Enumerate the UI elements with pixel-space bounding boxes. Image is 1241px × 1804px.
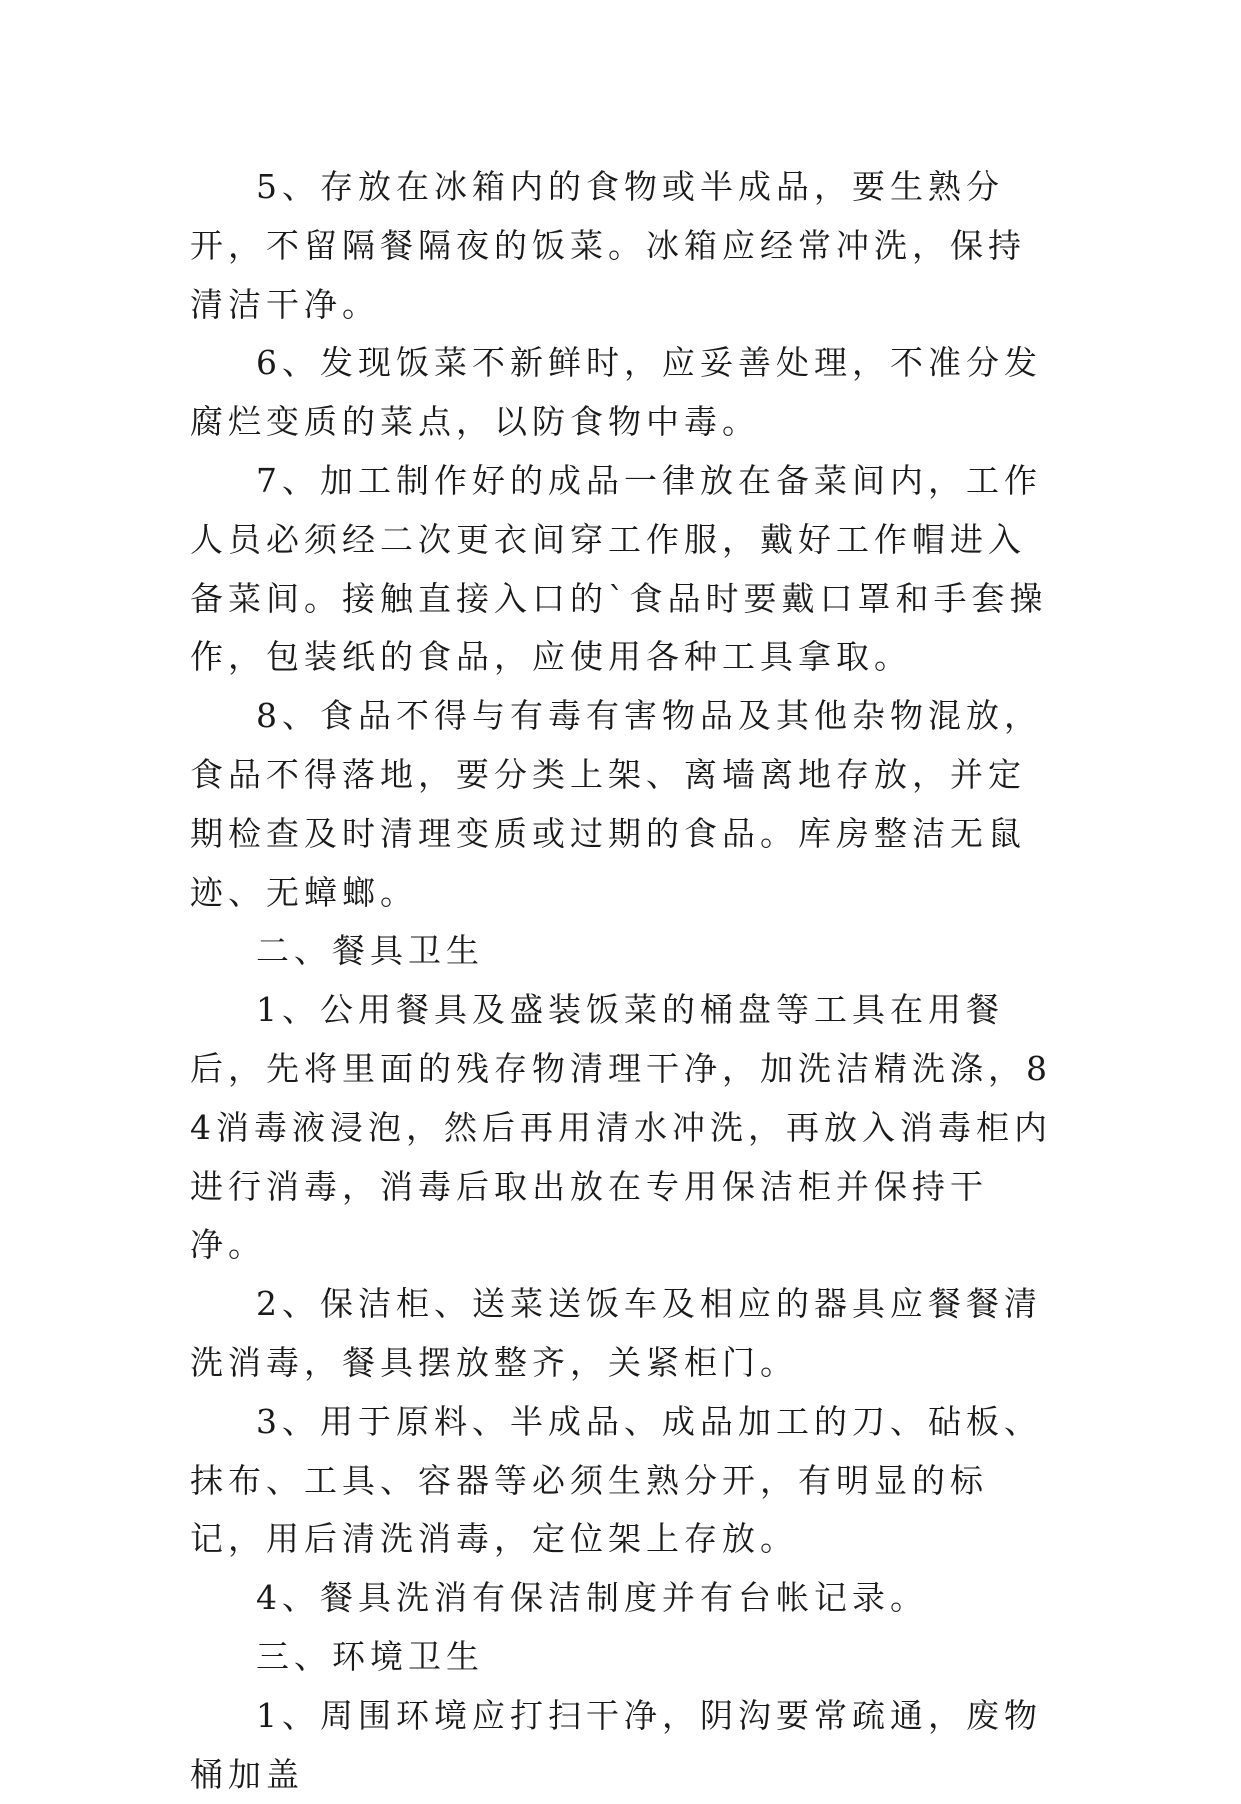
paragraph-item-8: 8、食品不得与有毒有害物品及其他杂物混放，食品不得落地，要分类上架、离墙离地存放，并定期检查及时清理变质或过期的食品。库房整洁无鼠迹、无蟑螂。	[190, 696, 1042, 912]
section-heading-tableware-hygiene: 二、餐具卫生	[256, 931, 484, 971]
paragraph-environment-1: 1、周围环境应打扫干净，阴沟要常疏通，废物桶加盖	[190, 1695, 1042, 1794]
paragraph-tableware-3: 3、用于原料、半成品、成品加工的刀、砧板、抹布、工具、容器等必须生熟分开，有明显的标记，用后清洗消毒，定位架上存放。	[190, 1401, 1042, 1559]
paragraph-item-7: 7、加工制作好的成品一律放在备菜间内，工作人员必须经二次更衣间穿工作服，戴好工作帽进入备菜间。接触直接入口的`食品时要戴口罩和手套操作，包装纸的食品，应使用各种工具拿取。	[190, 460, 1048, 677]
paragraph-tableware-2: 2、保洁柜、送菜送饭车及相应的器具应餐餐清洗消毒，餐具摆放整齐，关紧柜门。	[190, 1284, 1042, 1382]
paragraph-tableware-4: 4、餐具洗消有保洁制度并有台帐记录。	[256, 1578, 928, 1618]
paragraph-item-6: 6、发现饭菜不新鲜时，应妥善处理，不准分发腐烂变质的菜点，以防食物中毒。	[190, 343, 1042, 442]
document-body	[190, 158, 1060, 1804]
paragraph-tableware-1: 1、公用餐具及盛装饭菜的桶盘等工具在用餐后，先将里面的残存物清理干净，加洗洁精洗涤，84消毒液浸泡，然后再用清水冲洗，再放入消毒柜内进行消毒，消毒后取出放在专用保洁柜并保持干净。	[190, 990, 1052, 1265]
section-heading-environment-hygiene: 三、环境卫生	[256, 1636, 484, 1676]
paragraph-item-5: 5、存放在冰箱内的食物或半成品，要生熟分开，不留隔餐隔夜的饭菜。冰箱应经常冲洗，保持清洁干净。	[190, 167, 1026, 324]
